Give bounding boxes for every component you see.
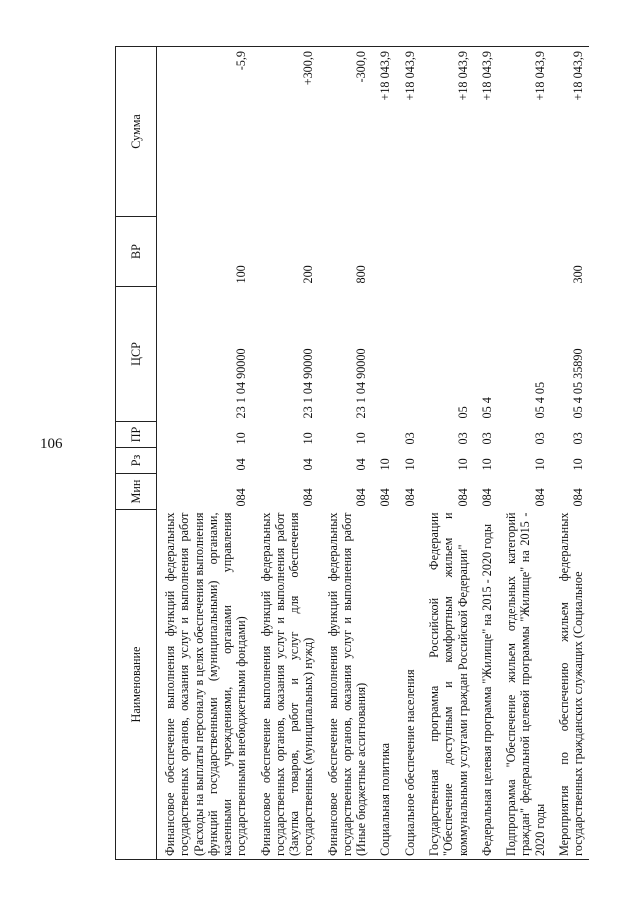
col-header-sum: Сумма	[116, 47, 157, 217]
budget-table	[115, 46, 589, 860]
row-rz: 10	[378, 458, 393, 471]
row-name: Федеральная целевая программа "Жилище" на 2015 - 2020 годы	[474, 510, 498, 860]
row-min: 084	[532, 488, 547, 507]
row-pr: 03	[455, 432, 470, 445]
row-vr: 800	[354, 265, 369, 284]
table-row	[320, 47, 373, 860]
col-header-pr: ПР	[116, 422, 157, 448]
table-row	[474, 47, 498, 860]
col-header-name: Наименование	[116, 510, 157, 860]
row-rz: 10	[532, 458, 547, 471]
table-row	[551, 47, 590, 860]
row-csr: 05 4	[479, 397, 494, 419]
row-rz: 04	[234, 458, 249, 471]
row-sum: +18 043,9	[397, 47, 421, 217]
table-body	[157, 47, 590, 860]
row-vr	[421, 217, 474, 287]
row-pr	[372, 422, 396, 448]
row-min: 084	[378, 488, 393, 507]
row-pr: 03	[571, 432, 586, 445]
row-vr	[498, 217, 551, 287]
row-min: 084	[455, 488, 470, 507]
row-name: Социальная политика	[372, 510, 396, 860]
row-rz: 10	[571, 458, 586, 471]
row-csr: 23 1 04 90000	[301, 348, 316, 419]
row-csr: 05 4 05	[532, 381, 547, 419]
row-min: 084	[354, 488, 369, 507]
col-header-csr: ЦСР	[116, 287, 157, 422]
page-number: 106	[40, 436, 63, 452]
row-pr: 03	[532, 432, 547, 445]
row-csr	[372, 287, 396, 422]
row-vr	[397, 217, 421, 287]
row-pr: 03	[402, 432, 417, 445]
row-vr: 100	[234, 265, 249, 284]
row-csr: 05	[455, 406, 470, 419]
row-sum: +300,0	[253, 47, 320, 217]
row-sum: -300,0	[320, 47, 373, 217]
row-sum: +18 043,9	[498, 47, 551, 217]
table-row	[157, 47, 253, 860]
row-rz: 10	[455, 458, 470, 471]
table-row	[253, 47, 320, 860]
row-min: 084	[234, 488, 249, 507]
row-vr	[474, 217, 498, 287]
row-rz: 10	[402, 458, 417, 471]
row-sum: +18 043,9	[551, 47, 590, 217]
table-row	[421, 47, 474, 860]
row-min: 084	[402, 488, 417, 507]
row-min: 084	[479, 488, 494, 507]
row-name: Финансовое обеспечение выполнения функций федеральных государственных органов, оказания услуг и выполнения работ (Закупка товаров, работ и услуг для обеспечения государственных (муниципальных) нужд)	[253, 510, 320, 860]
table-row	[397, 47, 421, 860]
row-sum: +18 043,9	[421, 47, 474, 217]
row-name: Финансовое обеспечение выполнения функций федеральных государственных органов, оказания услуг и выполнения работ (Расходы на выплаты персоналу в целях обеспечения выполнения функций государственными (муниципальными) органами, казенными учреждениями, органами управления государственными внебюджетными фондами)	[157, 510, 253, 860]
table-header	[116, 47, 157, 860]
row-name: Государственная программа Российской Федерации "Обеспечение доступным и комфортным жильем и коммунальными услугами граждан Российской Федерации"	[421, 510, 474, 860]
row-pr: 10	[234, 432, 249, 445]
row-rz: 04	[354, 458, 369, 471]
table-row	[372, 47, 396, 860]
col-header-min: Мин	[116, 474, 157, 510]
row-sum: +18 043,9	[372, 47, 396, 217]
row-pr: 10	[354, 432, 369, 445]
row-sum: -5,9	[157, 47, 253, 217]
row-csr: 23 1 04 90000	[234, 348, 249, 419]
col-header-vr: ВР	[116, 217, 157, 287]
row-vr: 200	[301, 265, 316, 284]
row-rz: 04	[301, 458, 316, 471]
row-name: Финансовое обеспечение выполнения функций федеральных государственных органов, оказания услуг и выполнения работ (Иные бюджетные ассигнования)	[320, 510, 373, 860]
row-pr: 03	[479, 432, 494, 445]
row-min: 084	[301, 488, 316, 507]
row-vr	[372, 217, 396, 287]
row-pr: 10	[301, 432, 316, 445]
row-csr	[397, 287, 421, 422]
row-csr: 23 1 04 90000	[354, 348, 369, 419]
col-header-rz: Рз	[116, 448, 157, 474]
row-rz: 10	[479, 458, 494, 471]
row-min: 084	[571, 488, 586, 507]
row-name: Социальное обеспечение населения	[397, 510, 421, 860]
row-name: Подпрограмма "Обеспечение жильем отдельных категорий граждан" федеральной целевой программы "Жилище" на 2015 - 2020 годы	[498, 510, 551, 860]
row-name: Мероприятия по обеспечению жильем федеральных государственных гражданских служащих (Социальное	[551, 510, 590, 860]
row-vr: 300	[571, 265, 586, 284]
table-row	[498, 47, 551, 860]
row-sum: +18 043,9	[474, 47, 498, 217]
row-csr: 05 4 05 35890	[571, 348, 586, 419]
budget-table-wrapper	[115, 47, 599, 860]
